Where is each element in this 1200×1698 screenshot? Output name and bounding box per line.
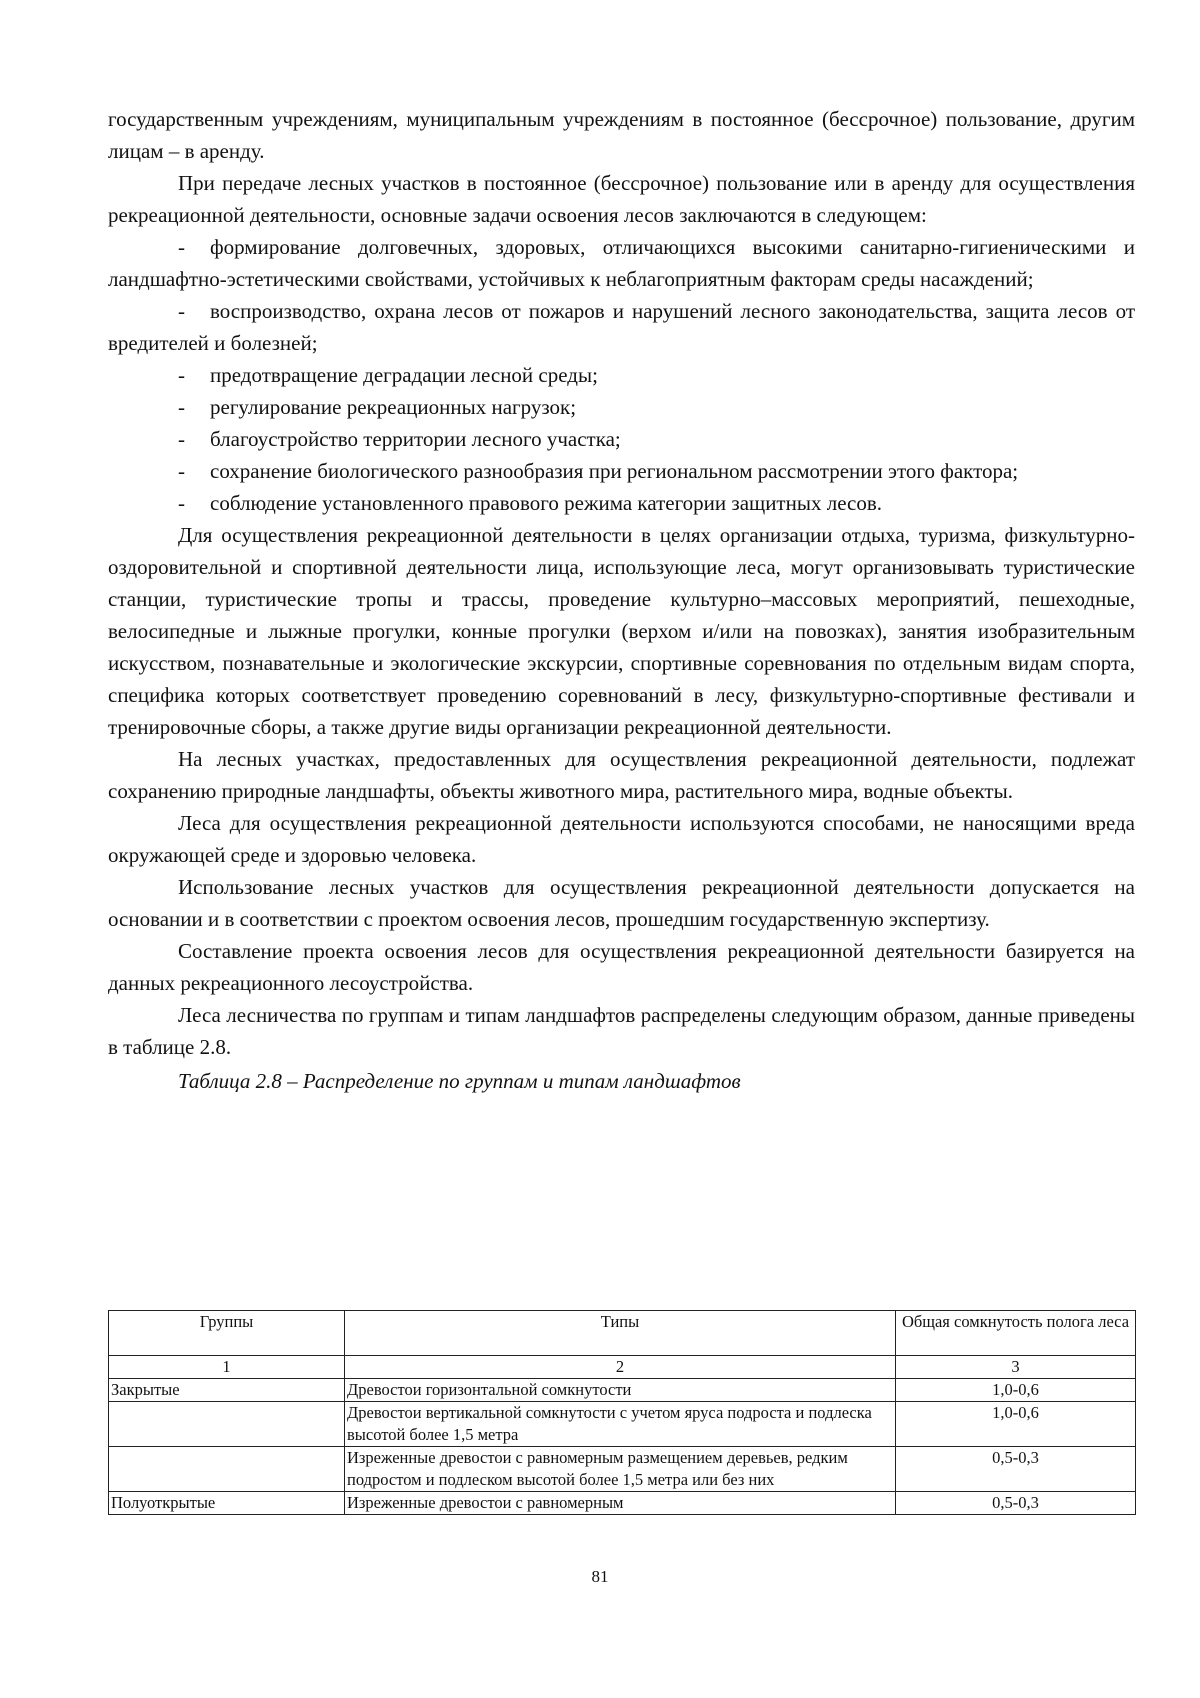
table-number-row (109, 1356, 1136, 1379)
column-number: 1 (109, 1356, 345, 1379)
list-dash: - (178, 363, 185, 387)
table-row (109, 1492, 1136, 1515)
paragraph-3: Для осуществления рекреационной деятельности в целях организации отдыха, туризма, физкультурно-оздоровительной и спортивной деятельности лица, использующие леса, могут организовывать туристические станции, туристические тропы и трассы, проведение культурно–массовых мероприятий, пешеходные, велосипедные и лыжные прогулки, конные прогулки (верхом и/или на повозках), занятия изобразительным искусством, познавательные и экологические экскурсии, спортивные соревнования по отдельным видам спорта, специфика которых соответствует проведению соревнований в лесу, физкультурно-спортивные фестивали и тренировочные сборы, а также другие виды организации рекреационной деятельности. (108, 523, 1135, 739)
list-item-text: предотвращение деградации лесной среды; (210, 363, 598, 387)
list-item-text: благоустройство территории лесного участка; (210, 427, 621, 451)
header-canopy: Общая сомкнутость полога леса (896, 1311, 1136, 1356)
table-header-row (109, 1311, 1136, 1356)
table-row (109, 1447, 1136, 1492)
list-item (108, 359, 1135, 391)
table-cell-group: Закрытые (109, 1379, 345, 1402)
table-cell-type: Изреженные древостои с равномерным (345, 1492, 896, 1515)
landscape-table (108, 1310, 1136, 1515)
list-item (108, 295, 1135, 359)
header-groups: Группы (109, 1311, 345, 1356)
table-cell-type: Древостои вертикальной сомкнутости с учетом яруса подроста и подлеска высотой более 1,5 метра (345, 1402, 896, 1447)
list-item (108, 391, 1135, 423)
page-number: 81 (591, 1567, 609, 1586)
list-dash: - (178, 491, 185, 515)
table-cell-group: Полуоткрытые (109, 1492, 345, 1515)
table-cell-canopy: 1,0-0,6 (896, 1379, 1136, 1402)
list-item-text: регулирование рекреационных нагрузок; (210, 395, 577, 419)
document-page (108, 103, 1135, 1512)
table-row (109, 1402, 1136, 1447)
table-cell-canopy: 0,5-0,3 (896, 1492, 1136, 1515)
list-dash: - (178, 395, 185, 419)
paragraph-2: При передаче лесных участков в постоянное (бессрочное) пользование или в аренду для осуществления рекреационной деятельности, основные задачи освоения лесов заключаются в следующем: (108, 171, 1135, 227)
paragraph-6: Использование лесных участков для осуществления рекреационной деятельности допускается на основании и в соответствии с проектом освоения лесов, прошедшим государственную экспертизу. (108, 875, 1135, 931)
paragraph-1: государственным учреждениям, муниципальным учреждениям в постоянное (бессрочное) пользование, другим лицам – в аренду. (108, 107, 1135, 163)
list-dash: - (178, 459, 185, 483)
list-item-text: воспроизводство, охрана лесов от пожаров и нарушений лесного законодательства, защита лесов от вредителей и болезней; (108, 299, 1135, 355)
column-number: 2 (345, 1356, 896, 1379)
list-item (108, 423, 1135, 455)
table-cell-type: Древостои горизонтальной сомкнутости (345, 1379, 896, 1402)
paragraph-8: Леса лесничества по группам и типам ландшафтов распределены следующим образом, данные приведены в таблице 2.8. (108, 1003, 1135, 1059)
table-cell-canopy: 1,0-0,6 (896, 1402, 1136, 1447)
body-text (108, 103, 1135, 1097)
paragraph-5: Леса для осуществления рекреационной деятельности используются способами, не наносящими вреда окружающей среде и здоровью человека. (108, 811, 1135, 867)
list-dash: - (178, 235, 185, 259)
paragraph-4: На лесных участках, предоставленных для осуществления рекреационной деятельности, подлежат сохранению природные ландшафты, объекты животного мира, растительного мира, водные объекты. (108, 747, 1135, 803)
table-cell-canopy: 0,5-0,3 (896, 1447, 1136, 1492)
list-item (108, 487, 1135, 519)
table-cell-type: Изреженные древостои с равномерным размещением деревьев, редким подростом и подлеском высотой более 1,5 метра или без них (345, 1447, 896, 1492)
header-types: Типы (345, 1311, 896, 1356)
table-row (109, 1379, 1136, 1402)
list-item (108, 231, 1135, 295)
list-item-text: формирование долговечных, здоровых, отличающихся высокими санитарно-гигиеническими и ландшафтно-эстетическими свойствами, устойчивых к неблагоприятным факторам среды насаждений; (108, 235, 1135, 291)
list-item (108, 455, 1135, 487)
list-dash: - (178, 427, 185, 451)
list-item-text: сохранение биологического разнообразия при региональном рассмотрении этого фактора; (210, 459, 1019, 483)
paragraph-7: Составление проекта освоения лесов для осуществления рекреационной деятельности базируется на данных рекреационного лесоустройства. (108, 939, 1135, 995)
column-number: 3 (896, 1356, 1136, 1379)
list-item-text: соблюдение установленного правового режима категории защитных лесов. (210, 491, 883, 515)
table-cell-group (109, 1402, 345, 1447)
list-dash: - (178, 299, 185, 323)
table-caption: Таблица 2.8 – Распределение по группам и типам ландшафтов (178, 1069, 741, 1093)
table-cell-group (109, 1447, 345, 1492)
